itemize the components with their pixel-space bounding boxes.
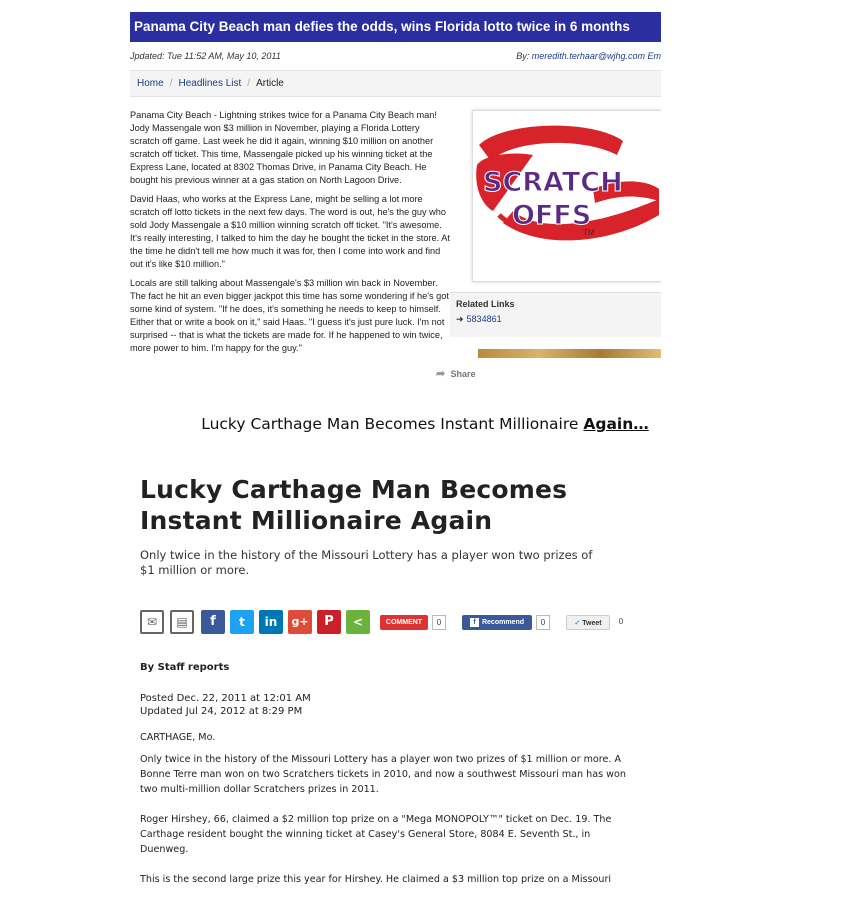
breadcrumb — [130, 70, 661, 97]
social-share-bar — [140, 610, 640, 636]
article-title-line: Instant Millionaire Again — [140, 506, 493, 535]
article-paragraph: Locals are still talking about Massengale's $3 million win back in November. The fact he hit an even bigger jackpot this time has some wondering if he's got some kind of system. "If he does, it's something he needs to keep to himself. Either that or write a book on it," said Haas. "I guess it's just pure luck. I'm not surprised -- that is what the tickets are made for. If he happened to win twice, more power to him. I'm happy for the guy." — [130, 278, 449, 353]
pinterest-icon[interactable]: P — [317, 610, 341, 634]
facebook-icon: f — [470, 618, 479, 627]
tweet-button[interactable] — [566, 615, 610, 630]
linkedin-icon[interactable]: in — [259, 610, 283, 634]
email-link-fragment[interactable]: Em — [644, 51, 661, 61]
dateline: CARTHAGE, Mo. — [140, 732, 216, 743]
recommend-count: 0 — [536, 615, 550, 630]
author-byline — [516, 51, 661, 61]
missouri-article-clipping — [140, 474, 660, 914]
caption-text: Lucky Carthage Man Becomes Instant Millionaire — [201, 415, 584, 433]
logo-line2: OFFS — [512, 200, 592, 231]
share-icon[interactable]: < — [346, 610, 370, 634]
tweet-count: 0 — [614, 615, 628, 630]
recommend-button[interactable] — [462, 615, 532, 630]
florida-headline: Panama City Beach man defies the odds, wins Florida lotto twice in 6 months — [130, 12, 661, 42]
related-links-title: Related Links — [456, 299, 515, 309]
related-link-label[interactable]: 5834861 — [466, 314, 502, 324]
article-paragraph: Only twice in the history of the Missouri Lottery has a player won two prizes of $1 million or more. A Bonne Terre man won on two Scratchers tickets in 2010, and now a southwest Missouri man has won two multi-million dollar Scratchers prizes in 2011. — [140, 754, 626, 795]
comment-button[interactable]: COMMENT — [380, 615, 428, 630]
scratch-offs-logo-graphic — [473, 111, 661, 282]
updated-timestamp: Jpdated: Tue 11:52 AM, May 10, 2011 — [130, 51, 281, 61]
article-meta — [130, 48, 661, 66]
breadcrumb-headlines-list[interactable]: Headlines List — [178, 78, 242, 89]
tweet-label: Tweet — [582, 620, 602, 627]
florida-article-body — [130, 109, 450, 358]
arrow-right-icon: ➜ — [456, 314, 464, 324]
article-title — [140, 474, 660, 536]
logo-trademark: TM — [583, 228, 595, 237]
updated-date: Updated Jul 24, 2012 at 8:29 PM — [140, 706, 303, 717]
twitter-icon: ✓ — [574, 620, 581, 627]
breadcrumb-home[interactable]: Home — [137, 78, 164, 89]
breadcrumb-separator: / — [169, 78, 173, 89]
article-byline: By Staff reports — [140, 662, 230, 673]
article-paragraph: This is the second large prize this year for Hirshey. He claimed a $3 million top prize on a Missouri — [140, 874, 612, 885]
twitter-icon[interactable]: t — [230, 610, 254, 634]
missouri-article-body — [140, 730, 635, 902]
article-subhead: Only twice in the history of the Missouri Lottery has a player won two prizes of $1 million or more. — [140, 548, 593, 577]
article-paragraph: Roger Hirshey, 66, claimed a $2 million top prize on a "Mega MONOPOLY™" ticket on Dec. 19. The Carthage resident bought the winning ticket at Casey's General Store, 8084 E. Seventh St., in Duenweg. — [140, 814, 612, 855]
caption-emphasis: Again… — [583, 415, 649, 433]
print-icon[interactable]: ▤ — [170, 610, 194, 634]
breadcrumb-current: Article — [256, 78, 284, 89]
article-dates — [140, 692, 311, 718]
email-icon[interactable]: ✉ — [140, 610, 164, 634]
recommend-label: Recommend — [481, 619, 524, 626]
googleplus-icon[interactable]: g+ — [288, 610, 312, 634]
image-strip — [478, 349, 661, 358]
comment-count: 0 — [432, 615, 446, 630]
article-paragraph: Panama City Beach - Lightning strikes twice for a Panama City Beach man! Jody Massengale won $3 million in November, playing a Florida Lottery scratch off game. Last week he did it again, winning $10 million on another scratch off ticket. This time, Massengale picked up his winning ticket at the Express Lane, located at 8302 Thomas Drive, in Panama City Beach. He bought his previous winner at a gas station on North Lagoon Drive. — [130, 110, 437, 185]
posted-date: Posted Dec. 22, 2011 at 12:01 AM — [140, 693, 311, 704]
florida-article-clipping — [130, 12, 661, 358]
related-link[interactable] — [456, 314, 656, 325]
article-title-line: Lucky Carthage Man Becomes — [140, 475, 568, 504]
article-paragraph: David Haas, who works at the Express Lane, might be selling a lot more scratch off lotto tickets in the next few days. The word is out, he's the guy who sold Jody Massengale a $10 million winning scratch off ticket. "It's awesome. It's really interesting, I talked to him the day he bought the ticket in the store. At the time he didn't tell me how much it was for, then I come into work and find out it's like $10 million." — [130, 194, 450, 269]
share-button[interactable] — [436, 367, 476, 380]
share-arrow-icon: ➦ — [436, 368, 446, 380]
related-links-panel — [450, 292, 661, 337]
scratch-offs-logo — [472, 110, 661, 282]
section-caption — [0, 415, 850, 433]
breadcrumb-separator: / — [247, 78, 251, 89]
facebook-icon[interactable]: f — [201, 610, 225, 634]
share-label: Share — [450, 369, 476, 379]
byline-prefix: By: — [516, 51, 532, 61]
author-email-link[interactable]: meredith.terhaar@wjhg.com — [531, 51, 645, 61]
logo-line1: SCRATCH — [483, 167, 623, 198]
